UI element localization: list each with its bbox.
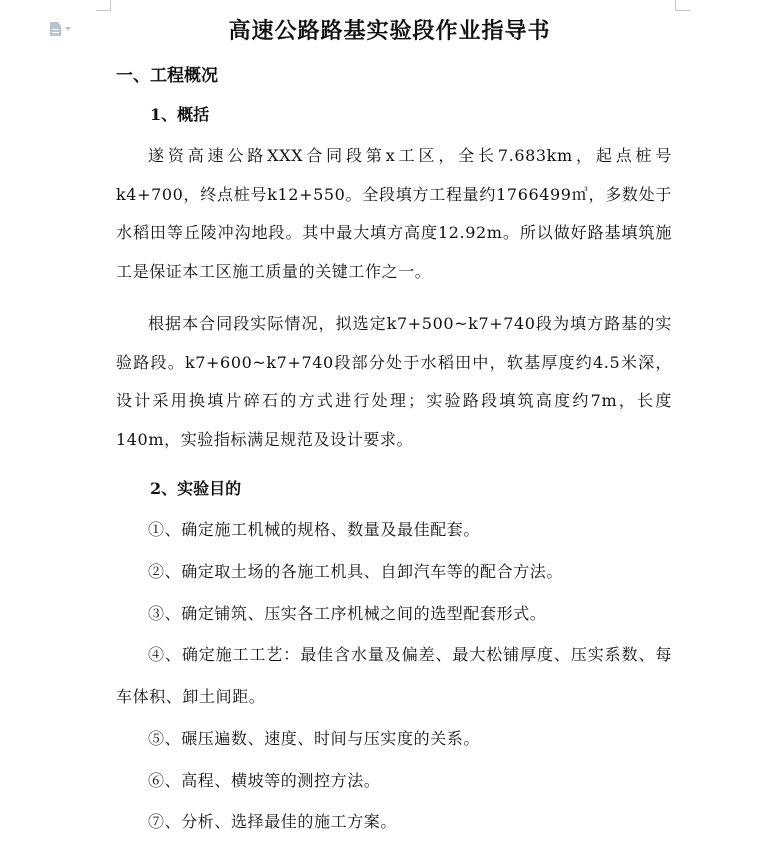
purpose-list-item: ②、确定取土场的各施工机具、自卸汽车等的配合方法。 [148, 562, 564, 581]
purpose-list-item: ⑦、分析、选择最佳的施工方案。 [148, 812, 398, 831]
subsection-heading-summary: 1、概括 [150, 105, 210, 124]
purpose-list-item: ③、确定铺筑、压实各工序机械之间的选型配套形式。 [148, 604, 547, 623]
document-title: 高速公路路基实验段作业指导书 [228, 18, 551, 44]
overview-paragraph-2: 根据本合同段实际情况，拟选定k7+500~k7+740段为填方路基的实验路段。k7+600~k7+740段部分处于水稻田中，软基厚度约4.5米深，设计采用换填片碎石的方式进行处理；实验路段填筑高度约7m，长度140m，实验指标满足规范及设计要求。 [116, 314, 672, 449]
page-corner-mark-left [96, 0, 111, 11]
purpose-list-item: ⑤、碾压遍数、速度、时间与压实度的关系。 [148, 729, 481, 748]
purpose-list-item: ④、确定施工工艺：最佳含水量及偏差、最大松铺厚度、压实系数、每车体积、卸土间距。 [116, 645, 672, 706]
purpose-list-item: ⑥、高程、横坡等的测控方法。 [148, 771, 381, 790]
section-heading-overview: 一、工程概况 [116, 66, 218, 86]
purpose-list-item: ①、确定施工机械的规格、数量及最佳配套。 [148, 520, 481, 539]
subsection-heading-purpose: 2、实验目的 [150, 479, 242, 498]
overview-paragraph-1: 遂资高速公路XXX合同段第x工区，全长7.683km，起点桩号k4+700，终点桩号k12+550。全段填方工程量约1766499㎥，多数处于水稻田等丘陵冲沟地段。其中最大填方高度12.92m。所以做好路基填筑施工是保证本工区施工质量的关键工作之一。 [116, 146, 672, 281]
page-corner-mark-right [675, 0, 690, 11]
